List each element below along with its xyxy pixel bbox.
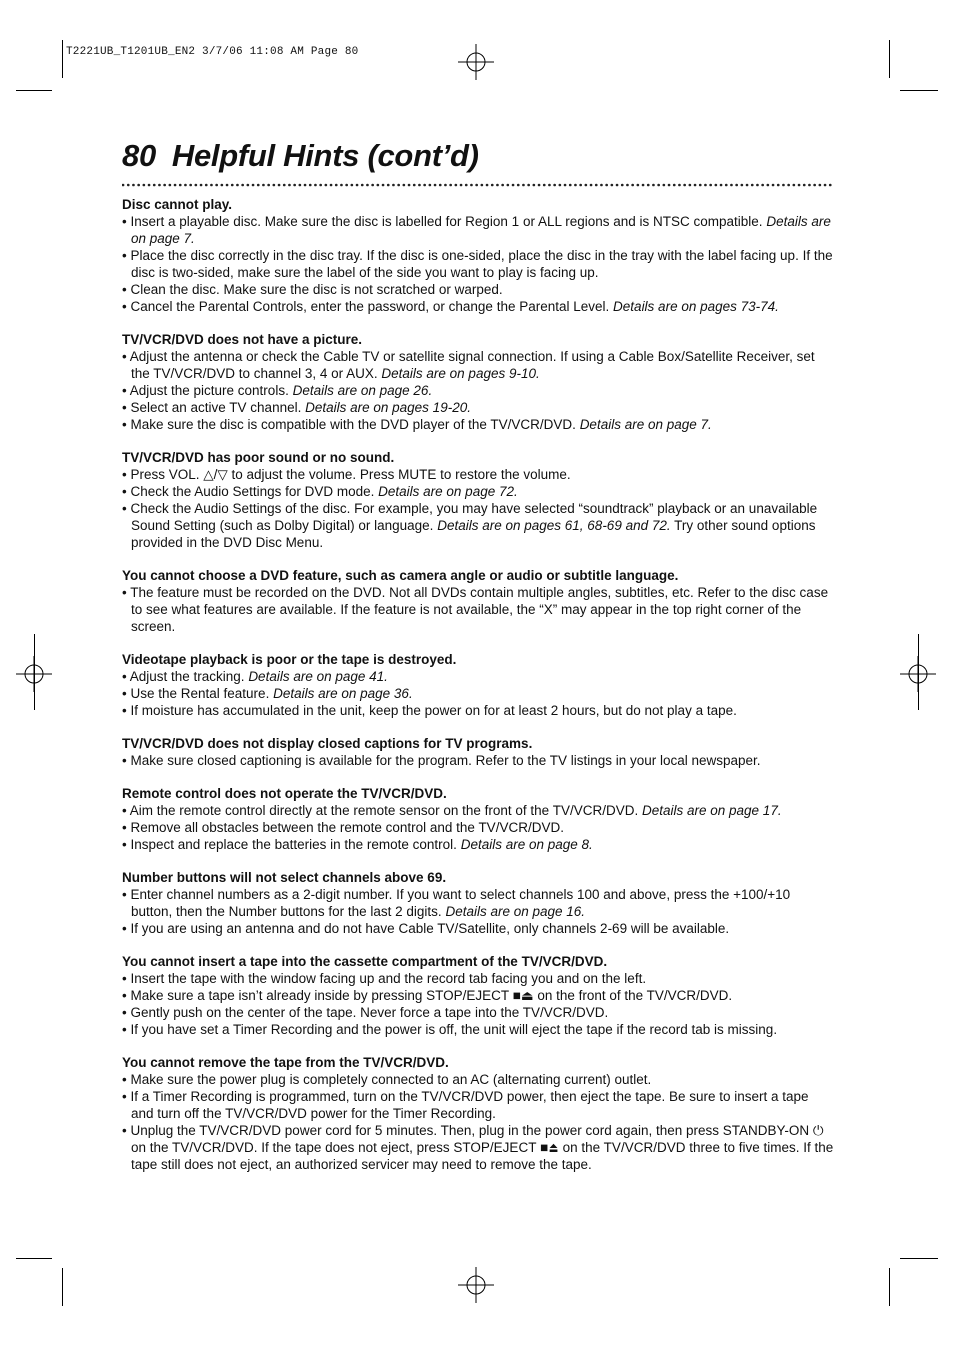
hint-item — [122, 685, 834, 702]
page-reference: Details are on page 36. — [273, 686, 413, 701]
registration-mark-icon — [458, 1267, 494, 1303]
hint-item — [122, 1088, 834, 1122]
hint-section — [122, 196, 834, 315]
crop-mark — [889, 40, 890, 78]
hint-text: Adjust the picture controls. — [129, 383, 289, 398]
page-reference: Details are on page 26. — [292, 383, 433, 398]
bullet-icon: • — [122, 383, 130, 398]
section-heading: You cannot remove the tape from the TV/VCR/DVD. — [122, 1055, 449, 1070]
hint-text: Cancel the Parental Controls, enter the password, or change the Parental Level. — [130, 299, 610, 314]
page-reference: Details are on page 8. — [460, 837, 593, 852]
hint-item — [122, 668, 834, 685]
crop-mark — [16, 90, 52, 91]
hint-text: Gently push on the center of the tape. Never force a tape into the TV/VCR/DVD. — [130, 1005, 609, 1020]
hint-section — [122, 1054, 834, 1173]
bullet-icon: • — [122, 837, 131, 852]
hint-item — [122, 987, 834, 1004]
hint-item — [122, 399, 834, 416]
bullet-icon: • — [122, 686, 131, 701]
hint-text: Use the Rental feature. — [130, 686, 270, 701]
hint-text: Check the Audio Settings for DVD mode. — [130, 484, 375, 499]
hint-text: Make sure the power plug is completely connected to an AC (alternating current) outlet. — [130, 1072, 652, 1087]
page-title-text: Helpful Hints (cont’d) — [171, 138, 479, 173]
hint-item — [122, 281, 834, 298]
section-heading: TV/VCR/DVD does not display closed captions for TV programs. — [122, 736, 533, 751]
dotted-rule — [122, 183, 836, 187]
hint-item — [122, 382, 834, 399]
hint-item — [122, 1071, 834, 1088]
page-reference: Details are on page 41. — [248, 669, 388, 684]
hint-text: Remove all obstacles between the remote control and the TV/VCR/DVD. — [130, 820, 564, 835]
hint-text: Clean the disc. Make sure the disc is not scratched or warped. — [130, 282, 503, 297]
bullet-icon: • — [122, 282, 131, 297]
bullet-icon: • — [122, 988, 131, 1003]
registration-mark-icon — [458, 44, 494, 80]
crop-mark — [34, 634, 35, 710]
hint-text: If you have set a Timer Recording and the power is off, the unit will eject the tape if the record tab is missing. — [130, 1022, 778, 1037]
hint-item — [122, 466, 834, 483]
hint-item — [122, 886, 834, 920]
page-reference: Details are on pages 61, 68-69 and 72. — [437, 518, 671, 533]
section-heading: You cannot choose a DVD feature, such as camera angle or audio or subtitle language. — [122, 568, 679, 583]
bullet-icon: • — [122, 1005, 131, 1020]
crop-mark — [900, 90, 938, 91]
bullet-icon: • — [122, 971, 131, 986]
page-reference: Details are on page 16. — [445, 904, 586, 919]
bullet-icon: • — [122, 1072, 131, 1087]
printer-slug: T2221UB_T1201UB_EN2 3/7/06 11:08 AM Page 80 — [66, 46, 359, 58]
page-title — [122, 138, 479, 174]
hint-item — [122, 348, 834, 382]
bullet-icon: • — [122, 501, 131, 516]
bullet-icon: • — [122, 753, 131, 768]
bullet-icon: • — [122, 820, 131, 835]
page-reference: Details are on page 7. — [131, 214, 831, 246]
bullet-icon: • — [122, 400, 131, 415]
page-number: 80 — [122, 138, 156, 173]
hint-section — [122, 651, 834, 719]
hint-item — [122, 836, 834, 853]
bullet-icon: • — [122, 484, 131, 499]
hint-item — [122, 416, 834, 433]
bullet-icon: • — [122, 887, 131, 902]
crop-mark — [16, 1258, 52, 1259]
hints-content — [122, 196, 834, 1189]
section-heading: Videotape playback is poor or the tape is destroyed. — [122, 652, 457, 667]
hint-text: Enter channel numbers as a 2-digit number. If you want to select channels 100 and above, press the +100/+10 button, then the Number buttons for the last 2 digits. — [130, 887, 791, 919]
hint-text-continued: Try other sound options provided in the DVD Disc Menu. — [131, 518, 816, 550]
bullet-icon: • — [122, 1022, 131, 1037]
crop-mark — [62, 1268, 63, 1306]
bullet-icon: • — [122, 214, 131, 229]
hint-text: Adjust the tracking. — [129, 669, 245, 684]
hint-section — [122, 449, 834, 551]
hint-item — [122, 483, 834, 500]
bullet-icon: • — [122, 669, 130, 684]
section-heading: You cannot insert a tape into the cassette compartment of the TV/VCR/DVD. — [122, 954, 608, 969]
section-heading: Disc cannot play. — [122, 197, 233, 212]
hint-text: Make sure closed captioning is available for the program. Refer to the TV listings in your local newspaper. — [130, 753, 761, 768]
hint-item — [122, 584, 834, 635]
page-reference: Details are on pages 19-20. — [305, 400, 471, 415]
hint-item — [122, 702, 834, 719]
hint-item — [122, 1021, 834, 1038]
page-reference: Details are on page 7. — [579, 417, 712, 432]
hint-text: Check the Audio Settings of the disc. For example, you may have selected “soundtrack” playback or an unavailable Sound Setting (such as Dolby Digital) or language. — [130, 501, 818, 533]
hint-text: Make sure a tape isn’t already inside by pressing STOP/EJECT ■⏏ on the front of the TV/VCR/DVD. — [130, 988, 733, 1003]
hint-section — [122, 331, 834, 433]
page-reference: Details are on page 17. — [641, 803, 782, 818]
section-heading: TV/VCR/DVD does not have a picture. — [122, 332, 363, 347]
hint-text: If a Timer Recording is programmed, turn on the TV/VCR/DVD power, then eject the tape. Be sure to insert a tape and turn off the TV/VCR/DVD power for the Timer Recording. — [130, 1089, 809, 1121]
page-reference: Details are on page 72. — [378, 484, 518, 499]
crop-mark — [900, 1258, 938, 1259]
hint-text: Insert a playable disc. Make sure the disc is labelled for Region 1 or ALL regions and is NTSC compatible. — [130, 214, 763, 229]
hint-text: Aim the remote control directly at the remote sensor on the front of the TV/VCR/DVD. — [129, 803, 639, 818]
hint-item — [122, 752, 834, 769]
page-reference: Details are on pages 73-74. — [613, 299, 779, 314]
hint-item — [122, 500, 834, 551]
bullet-icon: • — [122, 467, 131, 482]
hint-text: Place the disc correctly in the disc tray. If the disc is one-sided, place the disc in the tray with the label facing up. If the disc is two-sided, make sure the label of the side you want to play is facing up. — [130, 248, 833, 280]
bullet-icon: • — [122, 703, 131, 718]
bullet-icon: • — [122, 417, 131, 432]
hint-section — [122, 735, 834, 769]
hint-item — [122, 1122, 834, 1173]
hint-item — [122, 247, 834, 281]
crop-mark — [918, 634, 919, 710]
hint-item — [122, 1004, 834, 1021]
hint-section — [122, 785, 834, 853]
hint-text: The feature must be recorded on the DVD. Not all DVDs contain multiple angles, subtitles, etc. Refer to the disc case to see what features are available. If the feature is not available, the “X” may appear in the top right corner of the screen. — [130, 585, 829, 634]
hint-item — [122, 213, 834, 247]
bullet-icon: • — [122, 299, 131, 314]
hint-item — [122, 920, 834, 937]
bullet-icon: • — [122, 803, 130, 818]
hint-text: Insert the tape with the window facing up and the record tab facing you and on the left. — [130, 971, 647, 986]
hint-text: Adjust the antenna or check the Cable TV or satellite signal connection. If using a Cable Box/Satellite Receiver, set the TV/VCR/DVD to channel 3, 4 or AUX. — [129, 349, 815, 381]
hint-text: Unplug the TV/VCR/DVD power cord for 5 minutes. Then, plug in the power cord again, then press STANDBY-ON ⏻ on the TV/VCR/DVD. If the tape does not eject, press STOP/EJECT ■⏏ on the TV/VCR/DVD three to five times. If the tape still does not eject, an authorized servicer may need to remove the tape. — [130, 1123, 834, 1172]
hint-text: Make sure the disc is compatible with the DVD player of the TV/VCR/DVD. — [130, 417, 576, 432]
hint-text: Inspect and replace the batteries in the remote control. — [130, 837, 457, 852]
hint-section — [122, 869, 834, 937]
hint-section — [122, 567, 834, 635]
section-heading: Number buttons will not select channels above 69. — [122, 870, 447, 885]
crop-mark — [62, 40, 63, 78]
bullet-icon: • — [122, 921, 131, 936]
hint-text: If moisture has accumulated in the unit, keep the power on for at least 2 hours, but do not play a tape. — [130, 703, 737, 718]
hint-text: Select an active TV channel. — [130, 400, 302, 415]
page-reference: Details are on pages 9-10. — [381, 366, 540, 381]
hint-item — [122, 970, 834, 987]
bullet-icon: • — [122, 1089, 131, 1104]
section-heading: Remote control does not operate the TV/VCR/DVD. — [122, 786, 447, 801]
bullet-icon: • — [122, 1123, 131, 1138]
bullet-icon: • — [122, 349, 130, 364]
crop-mark — [889, 1268, 890, 1306]
hint-item — [122, 298, 834, 315]
hint-item — [122, 819, 834, 836]
hint-item — [122, 802, 834, 819]
bullet-icon: • — [122, 585, 131, 600]
bullet-icon: • — [122, 248, 131, 263]
hint-text: Press VOL. △/▽ to adjust the volume. Press MUTE to restore the volume. — [130, 467, 571, 482]
hint-text: If you are using an antenna and do not have Cable TV/Satellite, only channels 2-69 will be available. — [130, 921, 730, 936]
section-heading: TV/VCR/DVD has poor sound or no sound. — [122, 450, 395, 465]
hint-section — [122, 953, 834, 1038]
